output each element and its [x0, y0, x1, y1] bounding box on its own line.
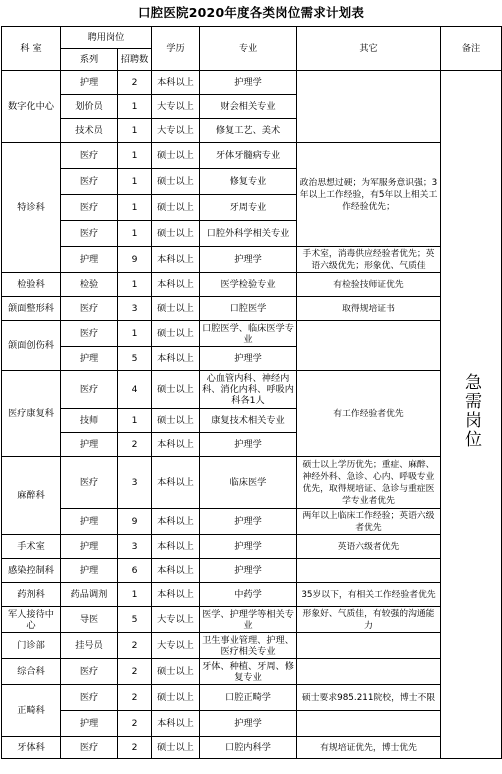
count-cell: 1 [118, 221, 152, 247]
other-cell: 手术室，消毒供应经验者优先；英语六级优先；形象优、气质佳 [297, 247, 441, 273]
series-cell: 护理 [61, 509, 118, 535]
count-cell: 1 [118, 583, 152, 607]
count-cell: 1 [118, 321, 152, 347]
major-cell: 中药学 [200, 583, 297, 607]
table-row [2, 457, 502, 509]
header-major: 专业 [200, 27, 297, 71]
series-cell: 医疗 [61, 371, 118, 409]
major-cell: 口腔内科学 [200, 737, 297, 759]
major-cell: 护理学 [200, 535, 297, 559]
count-cell: 1 [118, 273, 152, 297]
edu-cell: 大专以上 [152, 607, 200, 633]
header-series: 系列 [61, 49, 118, 71]
other-cell [297, 321, 441, 371]
edu-cell: 本科以上 [152, 71, 200, 95]
dept-cell: 医疗康复科 [2, 371, 61, 457]
series-cell: 医疗 [61, 169, 118, 195]
edu-cell: 硕士以上 [152, 195, 200, 221]
major-cell: 护理学 [200, 247, 297, 273]
major-cell: 口腔医学 [200, 297, 297, 321]
header-note: 备注 [441, 27, 502, 71]
edu-cell: 本科以上 [152, 347, 200, 371]
series-cell: 护理 [61, 711, 118, 737]
major-cell: 口腔正畸学 [200, 685, 297, 711]
edu-cell: 硕士以上 [152, 221, 200, 247]
count-cell: 2 [118, 659, 152, 685]
series-cell: 检验 [61, 273, 118, 297]
dept-cell: 检验科 [2, 273, 61, 297]
other-cell: 政治思想过硬；为军服务意识强；3年以上工作经验，有5年以上相关工作经验优先； [297, 143, 441, 247]
major-cell: 护理学 [200, 433, 297, 457]
table-row [2, 273, 502, 297]
edu-cell: 硕士以上 [152, 409, 200, 433]
count-cell: 2 [118, 71, 152, 95]
series-cell: 医疗 [61, 221, 118, 247]
major-cell: 医学、护理学等相关专业 [200, 607, 297, 633]
dept-cell: 门诊部 [2, 633, 61, 659]
series-cell: 护理 [61, 247, 118, 273]
edu-cell: 硕士以上 [152, 297, 200, 321]
count-cell: 1 [118, 143, 152, 169]
series-cell: 护理 [61, 433, 118, 457]
edu-cell: 大专以上 [152, 633, 200, 659]
dept-cell: 药剂科 [2, 583, 61, 607]
other-cell: 形象好、气质佳，有较强的沟通能力 [297, 607, 441, 633]
dept-cell: 综合科 [2, 659, 61, 685]
count-cell: 2 [118, 633, 152, 659]
dept-cell: 特诊科 [2, 143, 61, 273]
series-cell: 护理 [61, 559, 118, 583]
series-cell: 医疗 [61, 321, 118, 347]
series-cell: 护理 [61, 347, 118, 371]
count-cell: 2 [118, 433, 152, 457]
series-cell: 导医 [61, 607, 118, 633]
major-cell: 护理学 [200, 347, 297, 371]
header-edu: 学历 [152, 27, 200, 71]
count-cell: 3 [118, 297, 152, 321]
edu-cell: 本科以上 [152, 509, 200, 535]
count-cell: 5 [118, 347, 152, 371]
table-row [2, 711, 502, 737]
count-cell: 9 [118, 509, 152, 535]
table-row [2, 659, 502, 685]
series-cell: 医疗 [61, 195, 118, 221]
series-cell: 划价员 [61, 95, 118, 119]
count-cell: 1 [118, 409, 152, 433]
edu-cell: 硕士以上 [152, 371, 200, 409]
other-cell [297, 711, 441, 737]
major-cell: 牙体牙髓病专业 [200, 143, 297, 169]
edu-cell: 本科以上 [152, 711, 200, 737]
major-cell: 护理学 [200, 509, 297, 535]
count-cell: 1 [118, 95, 152, 119]
table-row [2, 737, 502, 759]
series-cell: 医疗 [61, 685, 118, 711]
dept-cell: 感染控制科 [2, 559, 61, 583]
series-cell: 挂号员 [61, 633, 118, 659]
other-cell [297, 633, 441, 659]
other-cell [297, 559, 441, 583]
dept-cell: 颌面创伤科 [2, 321, 61, 371]
edu-cell: 本科以上 [152, 433, 200, 457]
note-cell [441, 71, 502, 759]
count-cell: 1 [118, 195, 152, 221]
edu-cell: 本科以上 [152, 273, 200, 297]
other-cell: 有工作经验者优先 [297, 371, 441, 457]
header-dept: 科 室 [2, 27, 61, 71]
table-row [2, 583, 502, 607]
header-post-group: 聘用岗位 [61, 27, 152, 49]
dept-cell: 麻醉科 [2, 457, 61, 535]
other-cell: 35岁以下，有相关工作经验者优先 [297, 583, 441, 607]
series-cell: 医疗 [61, 659, 118, 685]
edu-cell: 本科以上 [152, 559, 200, 583]
count-cell: 1 [118, 119, 152, 143]
series-cell: 医疗 [61, 143, 118, 169]
major-cell: 心血管内科、神经内科、消化内科、呼吸内科各1人 [200, 371, 297, 409]
edu-cell: 本科以上 [152, 247, 200, 273]
major-cell: 护理学 [200, 559, 297, 583]
dept-cell: 颌面整形科 [2, 297, 61, 321]
table-row [2, 247, 502, 273]
page-title: 口腔医院2020年度各类岗位需求计划表 [137, 5, 365, 20]
table-row [2, 607, 502, 633]
dept-cell: 军人接待中心 [2, 607, 61, 633]
table-row [2, 143, 502, 169]
major-cell: 修复专业 [200, 169, 297, 195]
header-count: 招聘数 [118, 49, 152, 71]
dept-cell: 牙体科 [2, 737, 61, 759]
major-cell: 卫生事业管理、护理、医疗相关专业 [200, 633, 297, 659]
major-cell: 财会相关专业 [200, 95, 297, 119]
count-cell: 2 [118, 685, 152, 711]
other-cell: 硕士要求985.211院校，博士不限 [297, 685, 441, 711]
series-cell: 药品调剂 [61, 583, 118, 607]
count-cell: 5 [118, 607, 152, 633]
major-cell: 修复工艺、美术 [200, 119, 297, 143]
series-cell: 技术员 [61, 119, 118, 143]
dept-cell: 手术室 [2, 535, 61, 559]
major-cell: 口腔医学、临床医学专业 [200, 321, 297, 347]
series-cell: 技师 [61, 409, 118, 433]
table-row [2, 297, 502, 321]
table-row [2, 633, 502, 659]
other-cell: 有规培证优先，博士优先 [297, 737, 441, 759]
major-cell: 护理学 [200, 711, 297, 737]
table-row [2, 71, 502, 95]
major-cell: 牙周专业 [200, 195, 297, 221]
major-cell: 临床医学 [200, 457, 297, 509]
count-cell: 2 [118, 737, 152, 759]
edu-cell: 硕士以上 [152, 685, 200, 711]
table-row [2, 535, 502, 559]
other-cell [297, 71, 441, 143]
edu-cell: 大专以上 [152, 95, 200, 119]
edu-cell: 本科以上 [152, 583, 200, 607]
table-row [2, 371, 502, 409]
major-cell: 牙体、种植、牙周、修复专业 [200, 659, 297, 685]
table-row [2, 559, 502, 583]
count-cell: 3 [118, 457, 152, 509]
count-cell: 1 [118, 169, 152, 195]
edu-cell: 硕士以上 [152, 737, 200, 759]
table-row [2, 321, 502, 347]
major-cell: 康复技术相关专业 [200, 409, 297, 433]
other-cell: 英语六级者优先 [297, 535, 441, 559]
recruitment-table [1, 26, 502, 759]
count-cell: 2 [118, 711, 152, 737]
count-cell: 4 [118, 371, 152, 409]
header-other: 其它 [297, 27, 441, 71]
table-row [2, 685, 502, 711]
other-cell: 取得规培证书 [297, 297, 441, 321]
other-cell: 两年以上临床工作经验；英语六级者优先 [297, 509, 441, 535]
other-cell: 有检验技师证优先 [297, 273, 441, 297]
edu-cell: 硕士以上 [152, 659, 200, 685]
dept-cell: 正畸科 [2, 685, 61, 737]
edu-cell: 硕士以上 [152, 169, 200, 195]
major-cell: 护理学 [200, 71, 297, 95]
other-cell [297, 659, 441, 685]
edu-cell: 本科以上 [152, 535, 200, 559]
major-cell: 医学检验专业 [200, 273, 297, 297]
series-cell: 医疗 [61, 737, 118, 759]
edu-cell: 硕士以上 [152, 143, 200, 169]
edu-cell: 硕士以上 [152, 321, 200, 347]
urgent-note: 急需岗位 [461, 373, 481, 449]
count-cell: 3 [118, 535, 152, 559]
edu-cell: 大专以上 [152, 119, 200, 143]
other-cell: 硕士以上学历优先；重症、麻醉、神经外科、急诊、心内、呼吸专业优先，取得规培证、急诊与重症医学专业者优先 [297, 457, 441, 509]
series-cell: 医疗 [61, 457, 118, 509]
count-cell: 6 [118, 559, 152, 583]
series-cell: 护理 [61, 535, 118, 559]
count-cell: 9 [118, 247, 152, 273]
series-cell: 医疗 [61, 297, 118, 321]
dept-cell: 数字化中心 [2, 71, 61, 143]
table-row [2, 509, 502, 535]
series-cell: 护理 [61, 71, 118, 95]
edu-cell: 本科以上 [152, 457, 200, 509]
major-cell: 口腔外科学相关专业 [200, 221, 297, 247]
